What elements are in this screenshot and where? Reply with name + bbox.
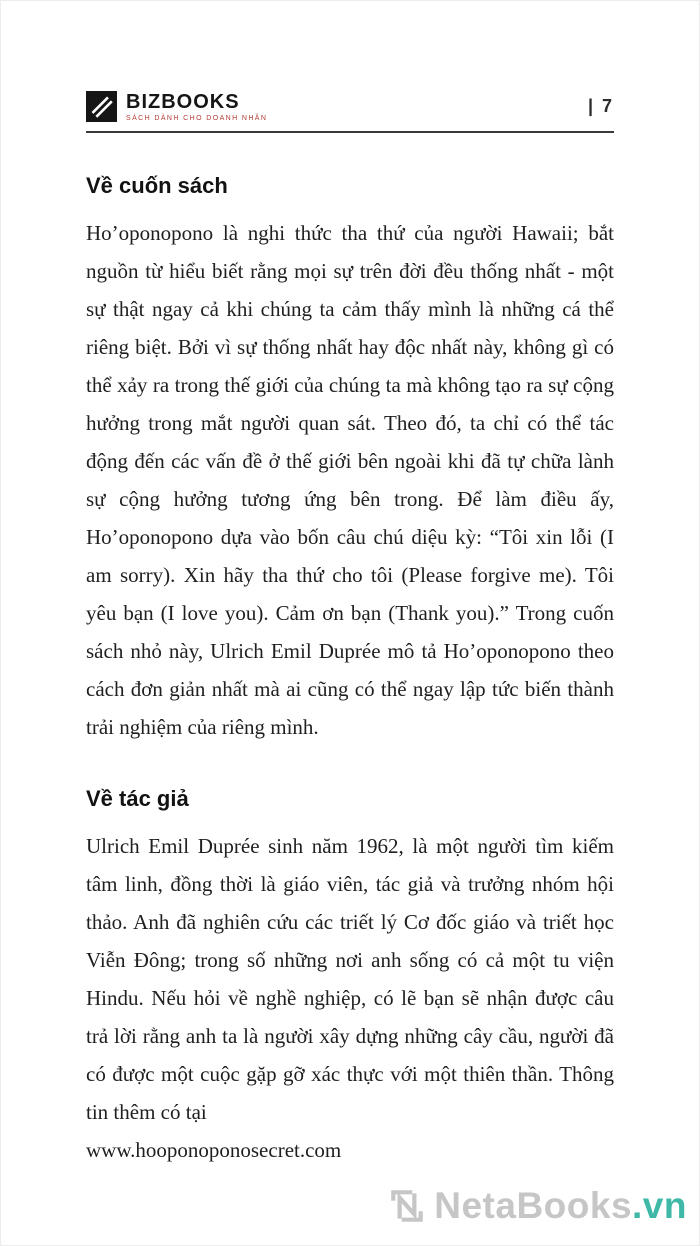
watermark-text [434,1185,687,1227]
page-header [86,91,614,133]
about-book-paragraph: Ho’oponopono là nghi thức tha thứ của người Hawaii; bắt nguồn từ hiểu biết rằng mọi sự trên đời đều thống nhất - một sự thật ngay cả khi chúng ta cảm thấy mình là những cá thể riêng biệt. Bởi vì sự thống nhất hay độc nhất này, không gì có thể xảy ra trong thế giới của chúng ta mà không tạo ra sự cộng hưởng trong mắt người quan sát. Theo đó, ta chỉ có thể tác động đến các vấn đề ở thế giới bên ngoài khi đã tự chữa lành sự cộng hưởng tương ứng bên trong. Để làm điều ấy, Ho’oponopono dựa vào bốn câu chú diệu kỳ: “Tôi xin lỗi (I am sorry). Xin hãy tha thứ cho tôi (Please forgive me). Tôi yêu bạn (I love you). Cảm ơn bạn (Thank you).” Trong cuốn sách nhỏ này, Ulrich Emil Duprée mô tả Ho’oponopono theo cách đơn giản nhất mà ai cũng có thể ngay lập tức biến thành trải nghiệm của riêng mình. [86,221,614,739]
section-heading-about-author: Về tác giả [86,786,189,811]
watermark-text-suffix: .vn [632,1185,687,1226]
section-heading-about-book: Về cuốn sách [86,173,228,198]
page-content [86,1,614,1169]
watermark-text-main: NetaBooks [434,1185,633,1226]
page-number: | 7 [587,96,614,116]
netabooks-watermark [387,1185,687,1227]
about-author-paragraph: Ulrich Emil Duprée sinh năm 1962, là một người tìm kiếm tâm linh, đồng thời là giáo viên, tác giả và trưởng nhóm hội thảo. Anh đã nghiên cứu các triết lý Cơ đốc giáo và triết học Viễn Đông; trong số những nơi anh sống có cả một tu viện Hindu. Nếu hỏi về nghề nghiệp, có lẽ bạn sẽ nhận được câu trả lời rằng anh ta là người xây dựng những cây cầu, người đã có được một cuộc gặp gỡ xác thực với một thiên thần. Thông tin thêm có tại [86,834,614,1124]
netabooks-n-icon [387,1186,427,1226]
logo-text: BIZBOOKS [126,90,240,113]
logo-tagline: SÁCH DÀNH CHO DOANH NHÂN [126,114,268,122]
bizbooks-logo [86,91,267,122]
bizbooks-logo-icon [86,91,117,122]
author-website-url: www.hooponoponosecret.com [86,1138,342,1162]
logo-text-block [126,92,267,122]
